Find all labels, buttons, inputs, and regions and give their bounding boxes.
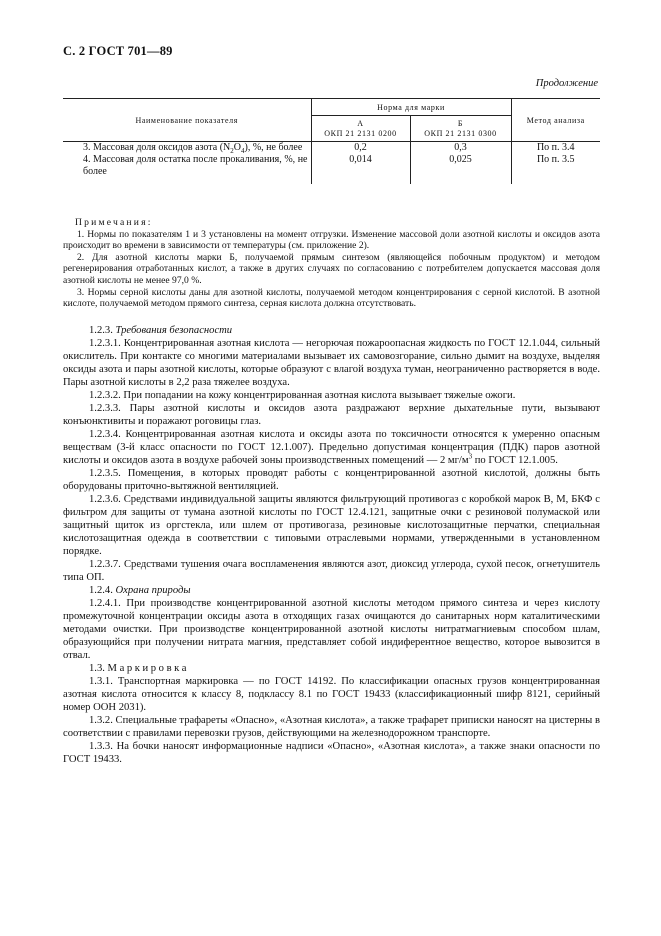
row-value-b: 0,3	[410, 142, 511, 155]
header-indicator: Наименование показателя	[63, 99, 311, 142]
note-item: 3. Нормы серной кислоты даны для азотной кислоты, получаемой методом концентрирования с серной кислотой. В азотной кислоте, получаемой методом прямого синтеза, серная кислота должна отсутствовать.	[63, 286, 600, 310]
section-heading-1-2-3: 1.2.3. Требования безопасности	[89, 325, 233, 336]
grade-a-okp: ОКП 21 2131 0200	[324, 128, 397, 138]
continuation-label: Продолжение	[535, 78, 598, 89]
paragraph: 1.2.3.2. При попадании на кожу концентрированная азотная кислота вызывает тяжелые ожоги.	[89, 390, 516, 401]
page-title: С. 2 ГОСТ 701—89	[63, 44, 173, 58]
paragraph: 1.2.4.1. При производстве концентрированной азотной кислоты методом прямого синтеза и через кислоту промежуточной концентрации оксиды азота в отходящих газах очищаются до санитарных норм каталитическими методами очистки. При производстве концентрированной азотной кислоты нитратмагниевым способом шлам, образующийся при получении нитрата магния, представляет собой индиферентное вещество, которое вывозится в отвал.	[63, 598, 600, 661]
note-item: 2. Для азотной кислоты марки Б, получаемой прямым синтезом (являющейся побочным продуктом) и методом регенерирования отработанных кислот, а также в других случаях по согласованию с потребителем допускается массовая доля азотной кислоты не менее 97,0 %.	[63, 251, 600, 286]
paragraph: 1.2.3.4. Концентрированная азотная кислота и оксиды азота по токсичности относятся к умеренно опасным веществам (3-й класс опасности по ГОСТ 12.1.007). Предельно допустимая концентрация (ПДК) паров азотной кислоты и оксидов азота в воздухе рабочей зоны производственных помещений — 2 $мг/м^3$ по ГОСТ 12.1.005.	[63, 429, 600, 466]
paragraph: 1.3.2. Специальные трафареты «Опасно», «Азотная кислота», а также трафарет приписки наносят на цистерны в соответствии с правилами перевозки грузов, действующими на железнодорожном транспорте.	[63, 715, 600, 739]
table-row	[63, 142, 600, 155]
grade-b-okp: ОКП 21 2131 0300	[424, 128, 497, 138]
paragraph: 1.3.3. На бочки наносят информационные надписи «Опасно», «Азотная кислота», а также знаки опасности по ГОСТ 19433.	[63, 741, 600, 765]
table-row	[63, 154, 600, 184]
paragraph: 1.2.3.6. Средствами индивидуальной защиты являются фильтрующий противогаз с коробкой марок В, М, БКФ с фильтром для защиты от тумана азотной кислоты по ГОСТ 12.4.121, защитные очки с резиновой полумаской или защитный щиток из оргстекла, или шлем от противогаза, резиновые кислотозащитные перчатки, специальная кислотозащитная одежда в соответствии с типовыми отраслевыми нормами, утвержденными в установленном порядке.	[63, 494, 600, 557]
spec-table	[63, 98, 600, 184]
paragraph: 1.3.1. Транспортная маркировка — по ГОСТ 14192. По классификации опасных грузов концентрированная азотная кислота относится к классу 8, подклассу 8.1 по ГОСТ 19433 (классификационный шифр 8121, серийный номер ООН 2031).	[63, 676, 600, 713]
notes-block	[63, 217, 600, 310]
body-text	[63, 324, 600, 766]
row-indicator: 3. Массовая доля оксидов азота $(N_2O_4)$, %, не более	[83, 142, 303, 155]
row-method: По п. 3.4	[511, 142, 600, 155]
grade-a-label: А	[357, 118, 364, 128]
header-method: Метод анализа	[511, 99, 600, 142]
row-value-b: 0,025	[410, 154, 511, 184]
row-indicator: 4. Массовая доля остатка после прокаливания, %, не более	[83, 154, 308, 177]
row-method: По п. 3.5	[511, 154, 600, 184]
row-value-a: 0,014	[311, 154, 410, 184]
section-heading-1-2-4: 1.2.4. Охрана природы	[89, 585, 191, 596]
paragraph: 1.2.3.5. Помещения, в которых проводят работы с концентрированной азотной кислотой, должны быть оборудованы приточно-вытяжной вентиляцией.	[63, 468, 600, 492]
paragraph: 1.2.3.7. Средствами тушения очага воспламенения являются азот, диоксид углерода, сухой песок, огнетушитель типа ОП.	[63, 559, 600, 583]
grade-a-header	[311, 116, 410, 142]
grade-b-label: Б	[457, 118, 464, 128]
grade-b-header	[410, 116, 511, 142]
paragraph: 1.2.3.3. Пары азотной кислоты и оксидов азота раздражают верхние дыхательные пути, вызывают конъюнктивиты и поражают роговицы глаз.	[63, 403, 600, 427]
row-value-a: 0,2	[311, 142, 410, 155]
paragraph: 1.2.3.1. Концентрированная азотная кислота — негорючая пожароопасная жидкость по ГОСТ 12.1.044, сильный окислитель. При контакте со многими материалами вызывает их самовозгорание, сильно дымит на воздухе, выделяя оксиды азота и пары азотной кислоты, которые образуют с влагой воздуха туман, неограниченно растворяется в воде. Пары азотной кислоты в 2,2 раза тяжелее воздуха.	[63, 338, 600, 388]
header-norm: Норма для марки	[311, 99, 511, 116]
section-heading-1-3: 1.3. Маркировка	[89, 663, 190, 674]
notes-title: Примечания:	[75, 217, 153, 228]
note-item: 1. Нормы по показателям 1 и 3 установлены на момент отгрузки. Изменение массовой доли азотной кислоты и оксидов азота происходит во времени в зависимости от температуры (см. приложение 2).	[63, 228, 600, 252]
